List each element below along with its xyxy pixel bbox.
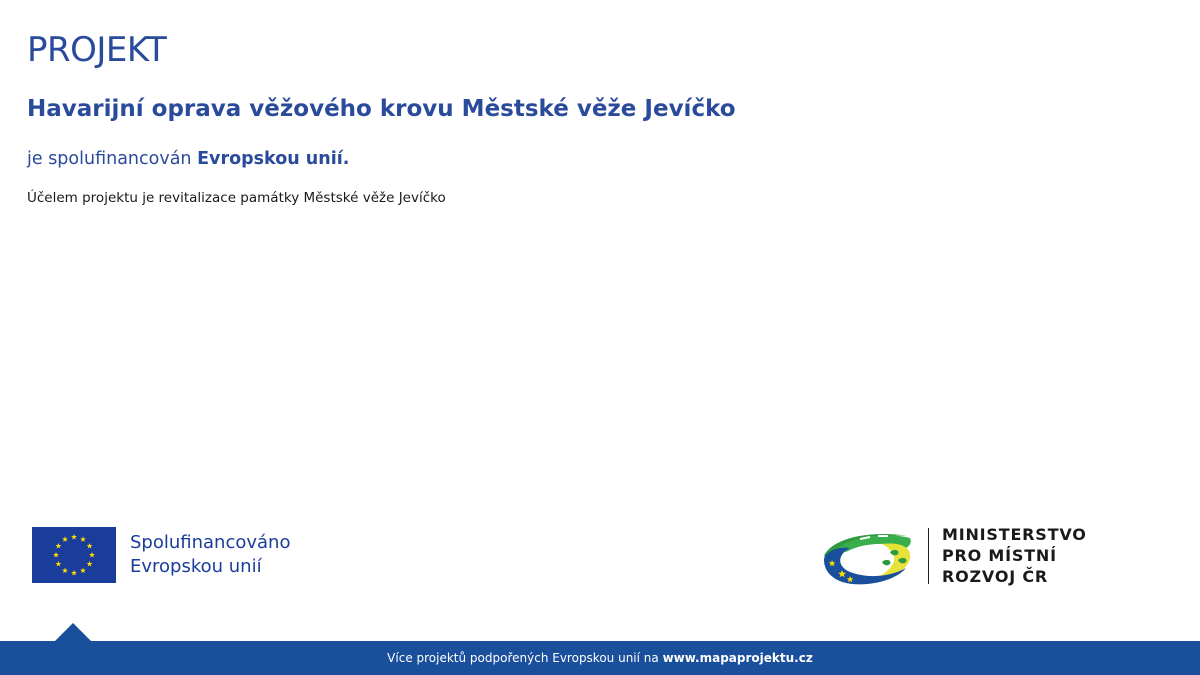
footer-text-prefix: Více projektů podpořených Evropskou unií na — [387, 651, 663, 665]
ministry-logo-text — [942, 524, 1087, 587]
ministry-logo-line-3: ROZVOJ ČR — [942, 567, 1049, 586]
page-heading: PROJEKT — [27, 30, 167, 70]
footer-notch — [54, 623, 92, 642]
project-description: Účelem projektu je revitalizace památky Městské věže Jevíčko — [27, 190, 446, 206]
ministry-logo-line-1: MINISTERSTVO — [942, 525, 1087, 544]
ministry-logo — [820, 524, 1087, 587]
project-title: Havarijní oprava věžového krovu Městské věže Jevíčko — [27, 96, 736, 122]
footer-text — [0, 641, 1200, 675]
eu-cofinance-logo — [32, 527, 290, 583]
ministry-logo-line-2: PRO MÍSTNÍ — [942, 546, 1057, 565]
ministry-logo-divider — [928, 528, 929, 584]
ministry-emblem-icon — [820, 526, 914, 586]
eu-logo-line-2: Evropskou unií — [130, 556, 262, 577]
cofinance-statement — [27, 147, 349, 171]
footer-link[interactable]: www.mapaprojektu.cz — [662, 651, 813, 665]
eu-logo-line-1: Spolufinancováno — [130, 532, 291, 553]
eu-logo-text — [130, 531, 290, 579]
eu-flag-icon — [32, 527, 116, 583]
cofinance-emphasis: Evropskou unií. — [197, 149, 350, 169]
cofinance-prefix: je spolufinancován — [27, 149, 198, 169]
